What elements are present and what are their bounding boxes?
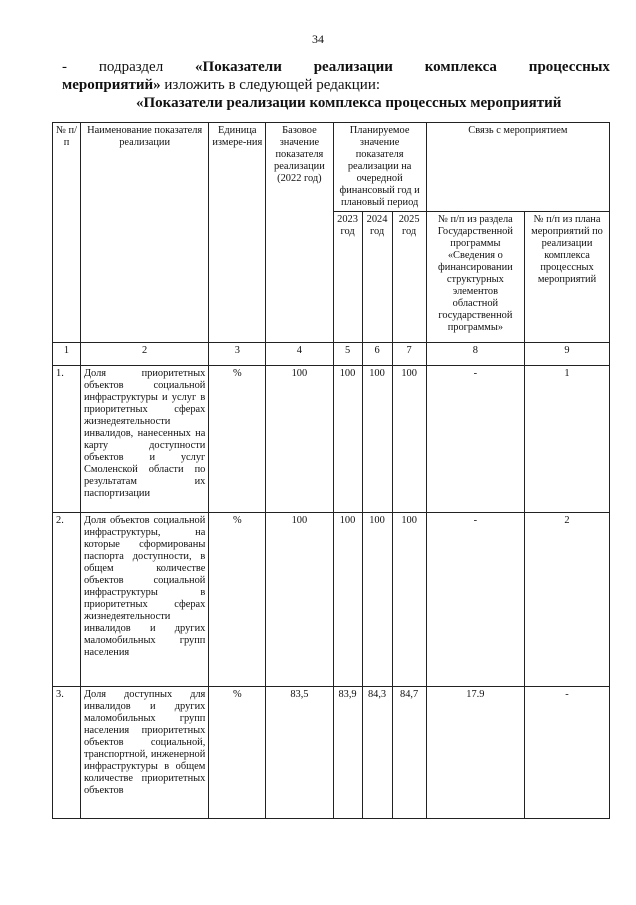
intro-bold-word: комплекса: [424, 59, 497, 75]
intro-line-2: [62, 76, 610, 94]
page-number: 34: [312, 32, 324, 46]
row-link-state-program: -: [426, 513, 524, 687]
header-year-2025: 2025 год: [392, 212, 426, 343]
col-number: 5: [333, 343, 362, 366]
header-year-2024: 2024 год: [362, 212, 392, 343]
row-base-value: 83,5: [266, 687, 333, 819]
col-number: 3: [209, 343, 266, 366]
row-value-2025: 100: [392, 366, 426, 513]
row-value-2023: 100: [333, 366, 362, 513]
header-link-plan: № п/п из плана мероприятий по реализации комплекса процессных мероприятий: [525, 212, 610, 343]
header-year-2023: 2023 год: [333, 212, 362, 343]
column-number-row: [53, 343, 610, 366]
col-number: 8: [426, 343, 524, 366]
header-link: Связь с мероприятием: [426, 123, 609, 212]
row-link-state-program: -: [426, 366, 524, 513]
table-row: [53, 366, 610, 513]
row-unit: %: [209, 687, 266, 819]
row-unit: %: [209, 513, 266, 687]
col-number: 9: [525, 343, 610, 366]
row-link-plan: 1: [525, 366, 610, 513]
table-row: [53, 687, 610, 819]
row-value-2024: 100: [362, 513, 392, 687]
row-link-plan: 2: [525, 513, 610, 687]
row-value-2024: 84,3: [362, 687, 392, 819]
row-base-value: 100: [266, 366, 333, 513]
row-value-2025: 100: [392, 513, 426, 687]
intro-line-1: [62, 58, 610, 76]
row-indicator-name: Доля приоритетных объектов социальной инфраструктуры и услуг в приоритетных сферах жизнедеятельности инвалидов, нанесенных на карту доступности объектов и услуг Смоленской области по результатам их паспортизации: [80, 366, 208, 513]
row-base-value: 100: [266, 513, 333, 687]
row-num: 2.: [53, 513, 81, 687]
row-unit: %: [209, 366, 266, 513]
header-unit: Единица измере-ния: [209, 123, 266, 343]
header-link-state-program: № п/п из раздела Государственной программы «Сведения о финансировании структурных элементов областной государственной программы»: [426, 212, 524, 343]
row-num: 1.: [53, 366, 81, 513]
intro-paragraph: [62, 58, 610, 94]
row-value-2024: 100: [362, 366, 392, 513]
header-base: Базовое значение показателя реализации (2022 год): [266, 123, 333, 343]
table-heading: «Показатели реализации комплекса процессных мероприятий: [136, 95, 562, 111]
col-number: 4: [266, 343, 333, 366]
col-number: 6: [362, 343, 392, 366]
intro-bold-word: «Показатели: [195, 59, 282, 75]
row-num: 3.: [53, 687, 81, 819]
intro-dash: -: [62, 59, 67, 75]
intro-bold-word: мероприятий»: [62, 77, 161, 93]
row-indicator-name: Доля доступных для инвалидов и других маломобильных групп населения приоритетных объектов социальной, транспортной, инженерной инфраструктуры в общем количестве приоритетных объектов: [80, 687, 208, 819]
row-link-state-program: 17.9: [426, 687, 524, 819]
row-value-2025: 84,7: [392, 687, 426, 819]
intro-bold-word: реализации: [313, 59, 393, 75]
row-value-2023: 83,9: [333, 687, 362, 819]
intro-word-subsection: подраздел: [98, 59, 164, 75]
col-number: 1: [53, 343, 81, 366]
row-value-2023: 100: [333, 513, 362, 687]
row-link-plan: -: [525, 687, 610, 819]
header-num: № п/п: [53, 123, 81, 343]
indicators-table: [52, 122, 610, 819]
table-row: [53, 513, 610, 687]
intro-bold-word: процессных: [528, 59, 610, 75]
intro-rest: изложить в следующей редакции:: [160, 77, 381, 93]
header-name: Наименование показателя реализации: [80, 123, 208, 343]
col-number: 7: [392, 343, 426, 366]
col-number: 2: [80, 343, 208, 366]
header-planned: Планируемое значение показателя реализации на очередной финансовый год и плановый период: [333, 123, 426, 212]
header-row-1: [53, 123, 610, 212]
row-indicator-name: Доля объектов социальной инфраструктуры, на которые сформированы паспорта доступности, в общем количестве объектов социальной инфраструктуры в приоритетных сферах жизнедеятельности инвалидов и других маломобильных групп населения: [80, 513, 208, 687]
